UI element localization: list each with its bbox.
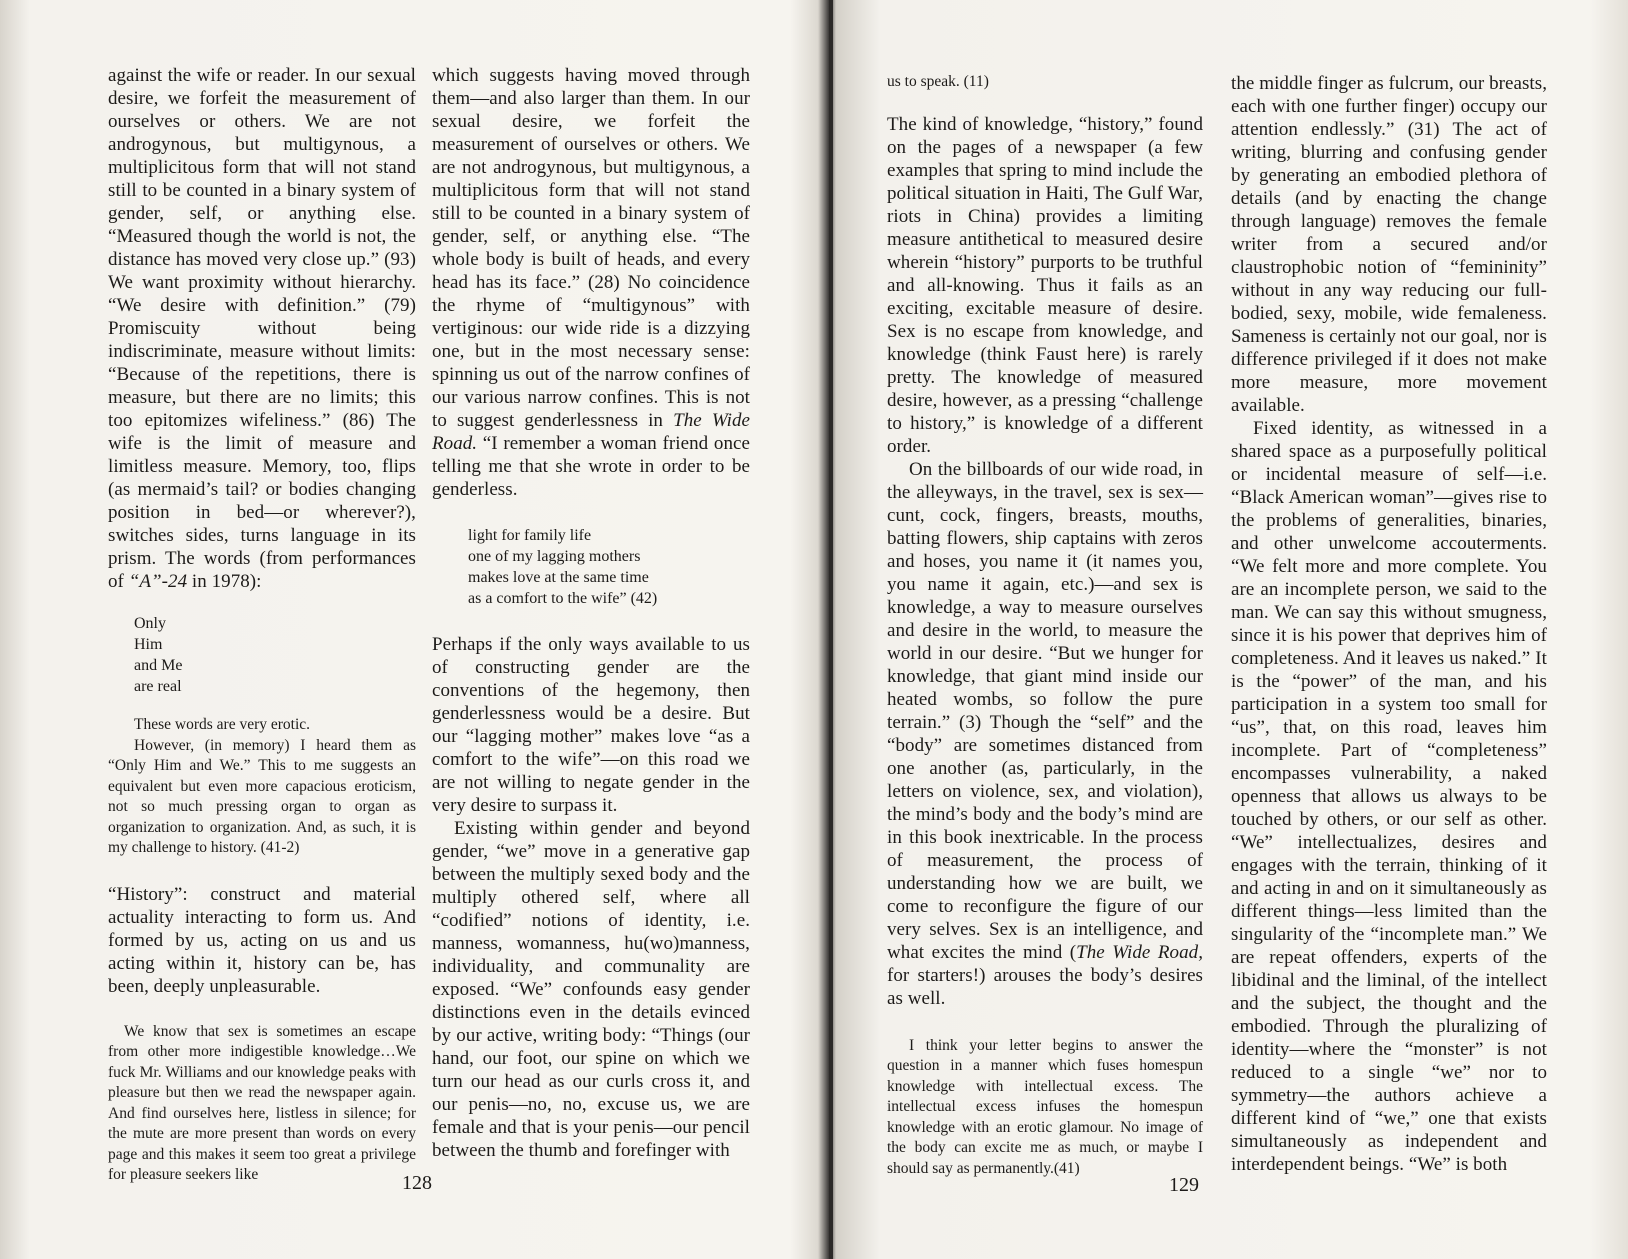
poem-line: as a comfort to the wife” (42) — [468, 590, 658, 607]
paragraph: the middle finger as fulcrum, our breasts, each with one further finger) occupy our attention endlessly.” (31) The act of writing, blurring and confusing gender by generating an embodied plethora of details (and by enacting the change through language) removes the female writer from a secured and/or claustrophobic notion of “femininity” without in any way reducing our full-bodied, sexy, mobile, wide femaleness. Sameness is certainly not our goal, nor is difference privileged if it does not make more measure, more movement available. — [1231, 73, 1547, 416]
paragraph: Perhaps if the only ways available to us of constructing gender are the conventions of the hegemony, then genderlessness would be a desire. But our “lagging mother” makes love “as a comfort to the wife”—on this road we are not willing to negate gender in the very desire to surpass it. — [432, 634, 750, 816]
poem-line: Him — [134, 636, 163, 653]
quote-line: These words are very erotic. — [134, 716, 311, 733]
poem-line: Only — [134, 615, 166, 632]
poem-quote — [468, 525, 750, 609]
poem-line: are real — [134, 678, 182, 695]
block-quote — [108, 715, 416, 859]
page-number: 128 — [402, 1172, 432, 1194]
quote-end: us to speak. (11) — [887, 73, 989, 90]
book-title: The Wide Road. — [432, 410, 751, 454]
left-column-2 — [432, 64, 750, 1162]
page-number: 129 — [1169, 1174, 1199, 1196]
book-title: “A”-24 — [128, 571, 188, 592]
poem-line: makes love at the same time — [468, 569, 649, 586]
paragraph: The kind of knowledge, “history,” found on the pages of a newspaper (a few examples that spring to mind include the political situation in Haiti, The Gulf War, riots in China) provides a limiting measure antithetical to measured desire wherein “history” purports to be truthful and all-knowing. Thus it fails as an exciting, excitable measure of desire. Sex is no escape from knowledge, and knowledge (think Faust here) is rarely pretty. The knowledge of measured desire, however, as a pressing “challenge to history,” is knowledge of a different order. — [887, 113, 1203, 457]
right-page — [833, 0, 1628, 1259]
book-title: The Wide Road, — [1076, 941, 1203, 963]
paragraph: Fixed identity, as witnessed in a shared space as a purposefully political or incidental measure of self—i.e. “Black American woman”—gives rise to the problems of generalities, binaries, and other unwelcome accouterments. “We felt more and more complete. You are an incomplete person, we said to the man. We can say this without smugness, since it is his power that deprives him of completeness. And it leaves us naked.” It is the “power” of the man, and his participation in a system too small for “us”, that, on this road, leaves him incomplete. Part of “completeness” encompasses vulnerability, a naked openness that allows us always to be touched by others, or our self as other. “We” intellectualizes, desires and engages with the terrain, thinking of it and acting in and on it simultaneously as different things—less limited than the singularity of the “incomplete man.” We are repeat offenders, experts of the libidinal and the liminal, of the intellect and the subject, the thought and the embodied. Through the pluralizing of identity—where the “monster” is not reduced to a single “we” nor to symmetry—the authors achieve a different kind of “we,” one that exists simultaneously as independent and interdependent beings. “We” is both — [1231, 418, 1547, 1175]
paragraph: On the billboards of our wide road, in the alleyways, in the travel, sex is sex—cunt, cock, fingers, breasts, mouths, batting flowers, ship captains with zeros and hoses, you name it (it names you, you name it again, etc.)—and sex is knowledge, a way to measure ourselves and desire in the world, to measure the world in our desire. “But we hunger for knowledge, that giant mind inside our heated wombs, so follow the pure terrain.” (3) Though the “self” and the “body” are sometimes distanced from one another (as, particularly, in the letters on violence, sex, and violation), the mind’s body and the body’s mind are in this book inextricable. In the process of measurement, the process of understanding how we are built, we come to reconfigure the figure of our very selves. Sex is an intelligence, and what excites the mind (The Wide Road, for starters!) arouses the body’s desires as well. — [887, 458, 1203, 1009]
poem-line: light for family life — [468, 527, 592, 544]
right-column-1 — [887, 72, 1203, 1179]
right-column-2 — [1231, 72, 1547, 1176]
paragraph: which suggests having moved through them—and also larger than them. In our sexual desire, we forfeit the measurement of ourselves or others. We are not androgynous, but multigynous, a multiplicitous form that will not stand still to be counted in a binary system of gender, self, or anything else. “The whole body is built of heads, and every head has its face.” (28) No coincidence the rhyme of “multigynous” with vertiginous: our wide ride is a dizzying one, but in the most necessary sense: spinning us out of the narrow confines of our various narrow confines. This is not to suggest genderlessness in The Wide Road. “I remember a woman friend once telling me that she wrote in order to be genderless. — [432, 65, 751, 500]
paragraph: against the wife or reader. In our sexual desire, we forfeit the measurement of ourselves or others. We are not androgynous, but multigynous, a multiplicitous form that will not stand still to be counted in a binary system of gender, self, or anything else. “Measured though the world is not, the distance has moved very close up.” (93) We want proximity without hierarchy. “We desire with definition.” (79) Promiscuity without being indiscriminate, measure without limits: “Because of the repetitions, there is measure, but there are no limits; this too epitomizes wifeliness.” (86) The wife is the limit of measure and limitless measure. Memory, too, flips (as mermaid’s tail? or bodies changing position in bed—or wherever?), switches sides, turns language in its prism. The words (from performances of “A”-24 in 1978): — [108, 65, 416, 592]
block-quote: I think your letter begins to answer the question in a manner which fuses homespun knowledge with intellectual excess. The intellectual excess infuses the homespun knowledge with an erotic glamour. No image of the body can excite me as much, or maybe I should say as permanently.(41) — [887, 1036, 1203, 1177]
quote-text: However, (in memory) I heard them as “Only Him and We.” This to me suggests an equivalent but even more capacious eroticism, not so much pressing organ to organ as organization to organization. And, as such, it is my challenge to history. (41-2) — [108, 736, 416, 856]
paragraph: “History”: construct and material actuality interacting to form us. And formed by us, acting on us and us acting within it, history can be, has been, deeply unpleasurable. — [108, 883, 416, 997]
left-column-1 — [108, 64, 416, 1186]
paragraph: Existing within gender and beyond gender, “we” move in a generative gap between the multiply sexed body and the multiply othered self, where all “codified” notions of identity, i.e. manness, womanness, hu(wo)manness, individuality, and communality are exposed. “We” confounds easy gender distinctions even in the details evinced by our active, writing body: “Things (our hand, our foot, our spine on which we turn our head as our curls cross it, and our penis—no, no, excuse us, we are female and that is your penis—our pencil between the thumb and forefinger with — [432, 818, 750, 1161]
poem-line: and Me — [134, 657, 183, 674]
poem-line: one of my lagging mothers — [468, 548, 641, 565]
poem-quote — [134, 613, 416, 697]
block-quote: We know that sex is sometimes an escape from other more indigestible knowledge…We fuck Mr. Williams and our knowledge peaks with pleasure but then we read the newspaper again. And find ourselves here, listless in silence; for the mute are more present than words on every page and this makes it seem too great a privilege for pleasure seekers like — [108, 1022, 416, 1183]
